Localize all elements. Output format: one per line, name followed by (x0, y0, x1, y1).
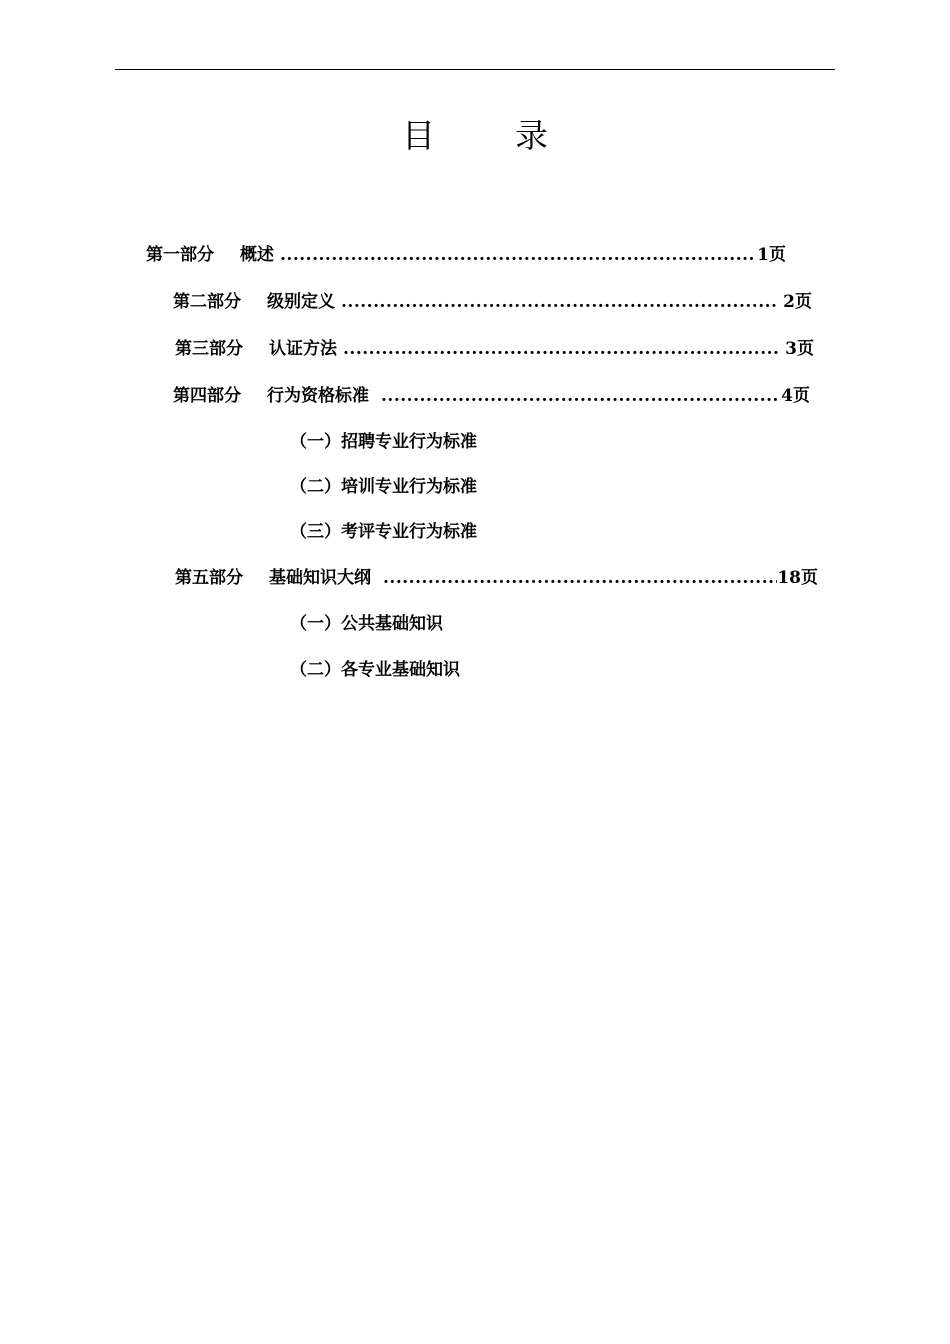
toc-entry-page: 18页 (777, 568, 818, 588)
toc-entry-heading: 行为资格标准 (267, 386, 369, 406)
toc-entry-part-label: 第二部分 (173, 292, 241, 312)
toc-title (0, 114, 950, 158)
toc-entry-part-1[interactable] (146, 243, 786, 267)
toc-entry-page: 2页 (783, 292, 812, 312)
toc-leader-dots (381, 384, 777, 408)
toc-entry-part-label: 第三部分 (175, 339, 243, 359)
toc-leader-dots (341, 290, 779, 314)
toc-entry-part-label: 第五部分 (175, 568, 243, 588)
toc-subentry[interactable]: （二）各专业基础知识 (290, 660, 460, 680)
toc-entry-page: 1页 (757, 245, 786, 265)
toc-subentry[interactable]: （一）招聘专业行为标准 (290, 432, 477, 452)
toc-subentry[interactable]: （一）公共基础知识 (290, 614, 443, 634)
toc-leader-dots (383, 566, 777, 590)
toc-title-char-2: 录 (515, 116, 548, 155)
toc-entry-heading: 认证方法 (269, 339, 337, 359)
toc-leader-dots (343, 337, 781, 361)
toc-entry-part-label: 第一部分 (146, 245, 214, 265)
toc-entry-heading: 概述 (240, 245, 274, 265)
toc-entry-heading: 级别定义 (267, 292, 335, 312)
toc-entry-page: 3页 (785, 339, 814, 359)
toc-entry-part-2[interactable] (173, 290, 812, 314)
toc-leader-dots (280, 243, 753, 267)
header-rule (115, 69, 835, 70)
toc-entry-page: 4页 (781, 386, 810, 406)
toc-entry-part-4[interactable] (173, 384, 810, 408)
toc-entry-part-5[interactable] (175, 566, 818, 590)
toc-entry-part-3[interactable] (175, 337, 814, 361)
toc-entry-heading: 基础知识大纲 (269, 568, 371, 588)
toc-subentry[interactable]: （二）培训专业行为标准 (290, 477, 477, 497)
toc-title-char-1: 目 (402, 116, 435, 155)
toc-subentry[interactable]: （三）考评专业行为标准 (290, 522, 477, 542)
toc-entry-part-label: 第四部分 (173, 386, 241, 406)
